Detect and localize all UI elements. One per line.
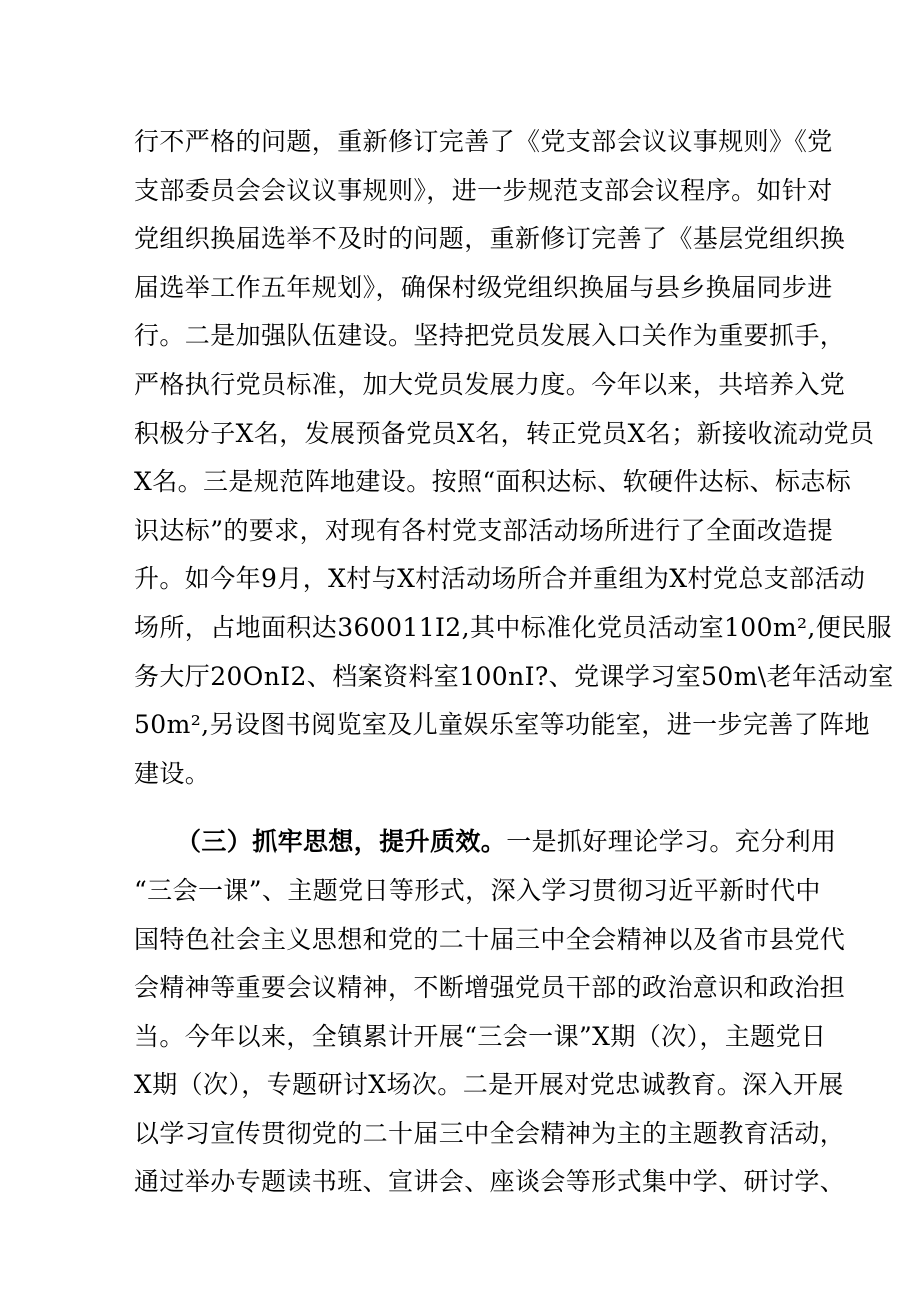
text-line: 通过举办专题读书班、宣讲会、座谈会等形式集中学、研讨学、: [134, 1167, 846, 1197]
heading-line-text: 一是抓好理论学习。充分利用: [506, 827, 837, 857]
text-line: 支部委员会会议议事规则》，进一步规范支部会议程序。如针对: [134, 175, 833, 205]
paragraph-2: [134, 818, 846, 1207]
text-line: 国特色社会主义思想和党的二十届三中全会精神以及省市县党代: [134, 924, 846, 954]
text-line: 场所，占地面积达360011I2,其中标准化党员活动室100m²,便民服: [134, 612, 892, 642]
text-line: 会精神等重要会议精神，不断增强党员干部的政治意识和政治担: [134, 973, 846, 1003]
section-heading: （三）抓牢思想，提升质效。: [176, 827, 507, 857]
text-line: 届选举工作五年规划》，确保村级党组织换届与县乡换届同步进: [134, 272, 833, 302]
text-line: 务大厅20OnI2、档案资料室100nI?、党课学习室50m\老年活动室: [134, 661, 894, 691]
text-line: 以学习宣传贯彻党的二十届三中全会精神为主的主题教育活动，: [134, 1118, 846, 1148]
text-line: 积极分子X名，发展预备党员X名，转正党员X名；新接收流动党员: [134, 418, 875, 448]
text-line: X期（次），专题研讨X场次。二是开展对党忠诚教育。深入开展: [134, 1070, 844, 1100]
text-line: 党组织换届选举不及时的问题，重新修订完善了《基层党组织换: [134, 224, 846, 254]
text-line: 行。二是加强队伍建设。坚持把党员发展入口关作为重要抓手，: [134, 321, 846, 351]
paragraph-1: [134, 118, 894, 798]
paragraph-gap: [134, 798, 794, 818]
text-line: [134, 818, 837, 867]
text-line: “三会一课”、主题党日等形式，深入学习贯彻习近平新时代中: [134, 875, 821, 905]
text-line: 严格执行党员标准，加大党员发展力度。今年以来，共培养入党: [134, 369, 846, 399]
text-line: 识达标”的要求，对现有各村党支部活动场所进行了全面改造提: [134, 515, 833, 545]
text-line: 行不严格的问题，重新修订完善了《党支部会议议事规则》《党: [134, 127, 833, 156]
text-line: 当。今年以来，全镇累计开展“三会一课”X期（次），主题党日: [134, 1021, 827, 1051]
text-line: 50m²,另设图书阅览室及儿童娱乐室等功能室，进一步完善了阵地: [134, 710, 870, 740]
text-line: 升。如今年9月，X村与X村活动场所合并重组为X村党总支部活动: [134, 564, 866, 594]
document-body: [134, 118, 894, 1207]
text-line: X名。三是规范阵地建设。按照“面积达标、软硬件达标、标志标: [134, 467, 852, 497]
text-line: 建设。: [134, 758, 211, 788]
